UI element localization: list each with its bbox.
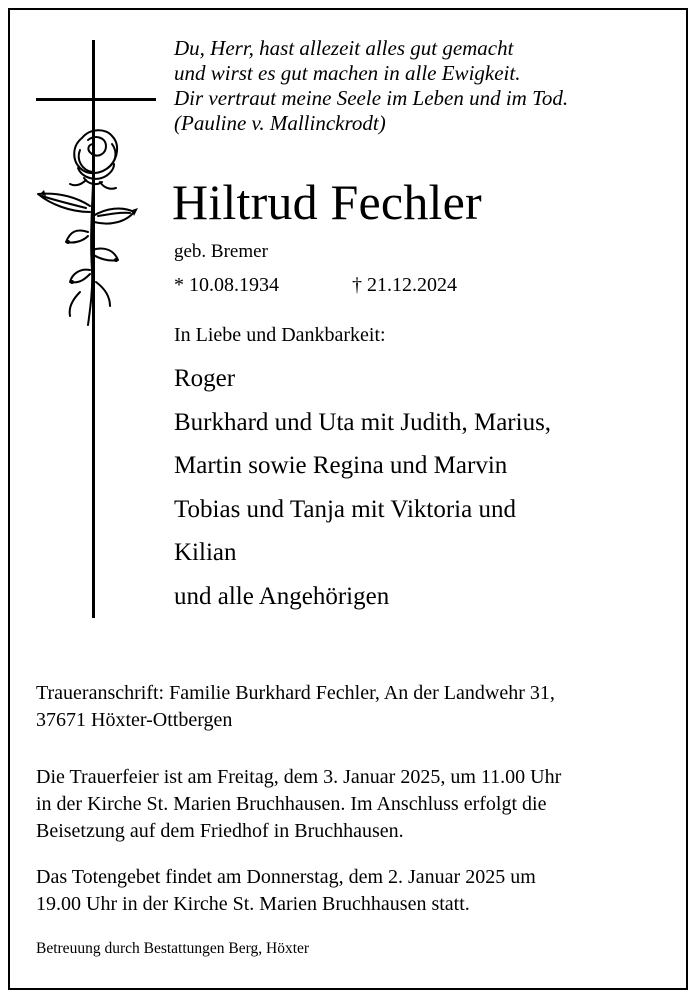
bible-verse <box>174 36 568 136</box>
mourner-line: Roger <box>174 365 236 392</box>
verse-line: Dir vertraut meine Seele im Leben und im Tod. <box>174 86 569 110</box>
cross-icon-crossbar <box>36 98 156 101</box>
deceased-name: Hiltrud Fechler <box>172 174 482 230</box>
address-line: 37671 Höxter-Ottbergen <box>36 709 233 731</box>
prayer-line: 19.00 Uhr in der Kirche St. Marien Bruchhausen statt. <box>36 893 470 915</box>
address-line: Traueranschrift: Familie Burkhard Fechler, An der Landwehr 31, <box>36 682 555 704</box>
undertaker-credit: Betreuung durch Bestattungen Berg, Höxter <box>36 940 310 957</box>
mourner-line: und alle Angehörigen <box>174 582 390 610</box>
rose-icon <box>30 120 150 330</box>
mourner-line: Tobias und Tanja mit Viktoria und <box>174 495 516 523</box>
birth-date: * 10.08.1934 <box>174 274 279 296</box>
death-date: † 21.12.2024 <box>352 274 457 296</box>
service-line: Die Trauerfeier ist am Freitag, dem 3. Januar 2025, um 11.00 Uhr <box>36 766 562 788</box>
mourning-address <box>36 680 555 734</box>
mourner-line: Kilian <box>174 539 237 566</box>
funeral-service-info <box>36 764 561 845</box>
verse-line: und wirst es gut machen in alle Ewigkeit. <box>174 61 521 85</box>
maiden-name: geb. Bremer <box>174 241 268 262</box>
mourners-intro: In Liebe und Dankbarkeit: <box>174 324 386 346</box>
prayer-info <box>36 864 536 918</box>
mourner-line: Martin sowie Regina und Marvin <box>174 452 508 479</box>
mourner-line: Burkhard und Uta mit Judith, Marius, <box>174 408 552 436</box>
verse-line: Du, Herr, hast allezeit alles gut gemacht <box>174 36 514 60</box>
verse-attribution: (Pauline v. Mallinckrodt) <box>174 111 386 135</box>
prayer-line: Das Totengebet findet am Donnerstag, dem 2. Januar 2025 um <box>36 866 536 888</box>
service-line: in der Kirche St. Marien Bruchhausen. Im Anschluss erfolgt die <box>36 793 547 815</box>
service-line: Beisetzung auf dem Friedhof in Bruchhausen. <box>36 820 404 842</box>
mourners-list <box>174 357 551 618</box>
